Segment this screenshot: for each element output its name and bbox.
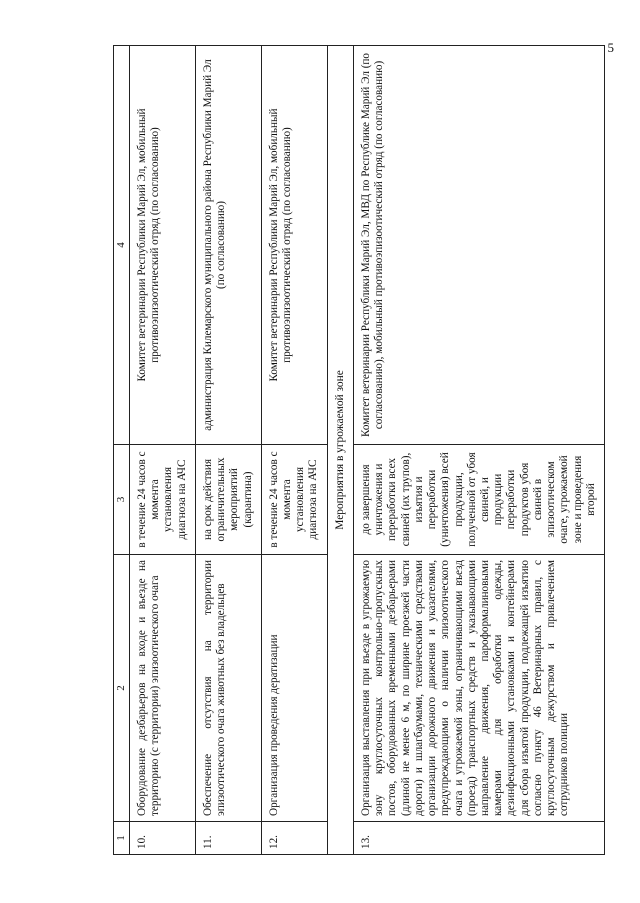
section-row — [327, 46, 353, 855]
header-col-2: 2 — [114, 555, 130, 822]
section-title: Мероприятия в угрожаемой зоне — [327, 46, 353, 855]
row-responsible: Комитет ветеринарии Республики Марий Эл, мобильный противоэпизоотический отряд (по согласованию) — [129, 46, 195, 445]
row-number: 12. — [261, 822, 327, 855]
table-row — [195, 46, 261, 855]
table-row — [261, 46, 327, 855]
row-action: Организация выставления при въезде в угрожаемую зону круглосуточных контрольно-пропускных постов, оборудованных временными дезбарьерами (длиной не менее 6 м, по ширине проезжей части дороги) и шлагбаумами, техническими средствами организации дорожного движения и указателями, предупреждающими о наличии эпизоотического очага и угрожаемой зоны, ограничивающими въезд (проезд) транспортных средств и указывающими направление движения, пароформалиновыми камерами для обработки одежды, дезинфекционными установками и контейнерами для сбора изъятой продукции, подлежащей изъятию согласно пункту 46 Ветеринарных правил, с круглосуточным дежурством и привлечением сотрудников полиции — [354, 555, 605, 822]
row-term: до завершения уничтожения и переработки всех свиней (их трупов), изъятия и переработки (уничтожения) всей продукции, полученной от убоя свиней, и продукции переработки продуктов убоя свиней в эпизоотическом очаге, угрожаемой зоне и проведения второй — [354, 445, 605, 555]
row-responsible: Комитет ветеринарии Республики Марий Эл, МВД по Республике Марий Эл (по согласованию), мобильный противоэпизоотический отряд (по согласованию) — [354, 46, 605, 445]
rotated-table-container — [113, 45, 613, 855]
header-col-3: 3 — [114, 445, 130, 555]
row-action: Организация проведения дератизации — [261, 555, 327, 822]
measures-table — [113, 45, 605, 855]
table-header-row — [114, 46, 130, 855]
row-action: Оборудование дезбарьеров на входе и въезде на территорию (с территории) эпизоотического очага — [129, 555, 195, 822]
row-responsible: Комитет ветеринарии Республики Марий Эл, мобильный противоэпизоотический отряд (по согласованию) — [261, 46, 327, 445]
row-term: в течение 24 часов с момента установления диагноза на АЧС — [261, 445, 327, 555]
row-number: 10. — [129, 822, 195, 855]
header-col-1: 1 — [114, 822, 130, 855]
row-number: 11. — [195, 822, 261, 855]
header-col-4: 4 — [114, 46, 130, 445]
row-responsible: администрация Килемарского муниципального района Республики Марий Эл (по согласованию) — [195, 46, 261, 445]
row-term: в течение 24 часов с момента установления диагноза на АЧС — [129, 445, 195, 555]
page-number: 5 — [607, 40, 614, 55]
row-action: Обеспечение отсутствия на территории эпизоотического очага животных без владельцев — [195, 555, 261, 822]
table-row — [129, 46, 195, 855]
row-term: на срок действия ограничительных мероприятий (карантина) — [195, 445, 261, 555]
row-number: 13. — [354, 822, 605, 855]
table-row — [354, 46, 605, 855]
